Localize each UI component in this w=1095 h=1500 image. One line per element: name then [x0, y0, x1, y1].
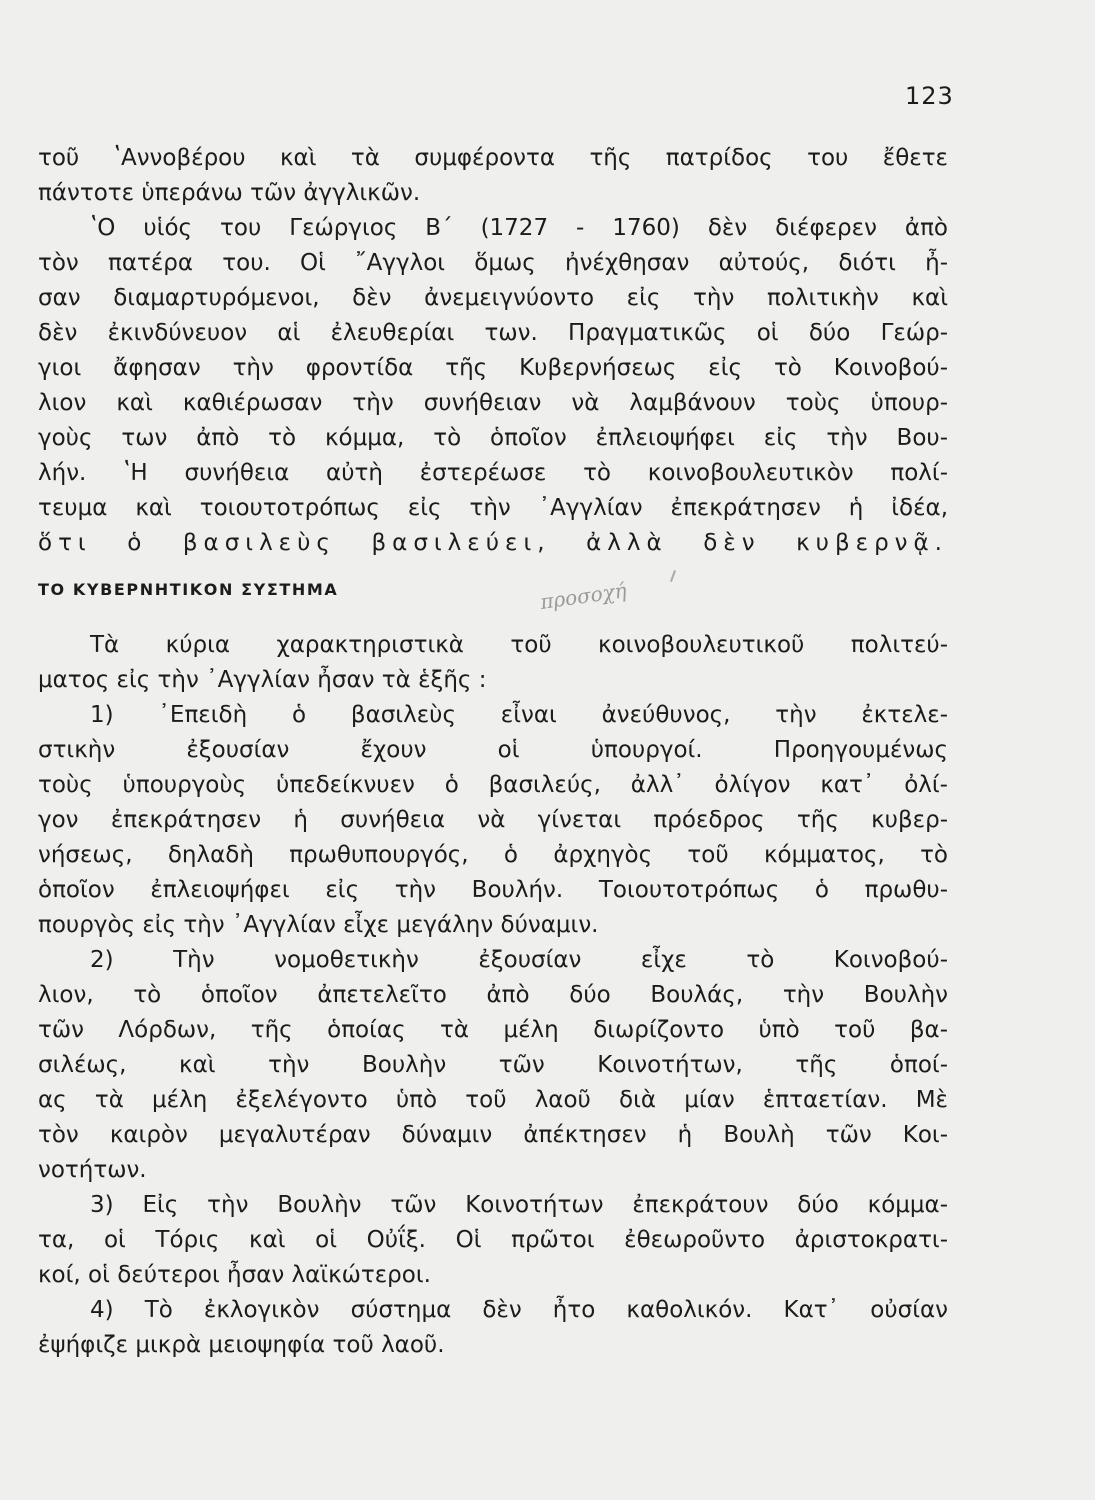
text-line: τὸν καιρὸν μεγαλυτέραν δύναμιν ἀπέκτησεν ἡ Βουλὴ τῶν Κοι-: [38, 1122, 948, 1148]
text-line: ἐψήφιζε μικρὰ μειοψηφία τοῦ λαοῦ.: [38, 1332, 445, 1358]
text-line: 3) Εἰς τὴν Βουλὴν τῶν Κοινοτήτων ἐπεκράτουν δύο κόμμα-: [90, 1192, 948, 1218]
text-line: τὸν πατέρα του. Οἱ ῎Αγγλοι ὅμως ἠνέχθησαν αὐτούς, διότι ἦ-: [38, 250, 948, 276]
text-line: πάντοτε ὑπεράνω τῶν ἀγγλικῶν.: [38, 180, 421, 206]
text-line: σιλέως, καὶ τὴν Βουλὴν τῶν Κοινοτήτων, τῆς ὁποί-: [38, 1052, 948, 1078]
text-line: νοτήτων.: [38, 1157, 147, 1183]
text-line: νήσεως, δηλαδὴ πρωθυπουργός, ὁ ἀρχηγὸς τοῦ κόμματος, τὸ: [38, 842, 948, 868]
text-line: ας τὰ μέλη ἐξελέγοντο ὑπὸ τοῦ λαοῦ διὰ μίαν ἑπταετίαν. Μὲ: [38, 1087, 948, 1113]
text-line: τοὺς ὑπουργοὺς ὑπεδείκνυεν ὁ βασιλεύς, ἀλλ᾿ ὀλίγον κατ᾿ ὀλί-: [38, 772, 948, 798]
page-number: 123: [905, 82, 954, 110]
text-line: Τὰ κύρια χαρακτηριστικὰ τοῦ κοινοβουλευτικοῦ πολιτεύ-: [90, 632, 948, 658]
section-heading: ΤΟ ΚΥΒΕΡΝΗΤΙΚΟΝ ΣΥΣΤΗΜΑ: [38, 580, 339, 599]
text-line: τῶν Λόρδων, τῆς ὁποίας τὰ μέλη διωρίζοντο ὑπὸ τοῦ βα-: [38, 1017, 948, 1043]
text-line: 1) ᾿Επειδὴ ὁ βασιλεὺς εἶναι ἀνεύθυνος, τὴν ἐκτελε-: [90, 702, 948, 728]
text-line: τευμα καὶ τοιουτοτρόπως εἰς τὴν ᾿Αγγλίαν ἐπεκράτησεν ἡ ἰδέα,: [38, 495, 948, 521]
text-line: ʽΟ υἱός του Γεώργιος Β΄ (1727 - 1760) δὲν διέφερεν ἀπὸ: [90, 215, 948, 241]
pencil-mark: [670, 570, 676, 582]
text-line: ματος εἰς τὴν ᾿Αγγλίαν ἦσαν τὰ ἑξῆς :: [38, 667, 487, 693]
text-line: γιοι ἄφησαν τὴν φροντίδα τῆς Κυβερνήσεως εἰς τὸ Κοινοβού-: [38, 355, 948, 381]
text-line: γοὺς των ἀπὸ τὸ κόμμα, τὸ ὁποῖον ἐπλειοψήφει εἰς τὴν Βου-: [38, 425, 948, 451]
paragraph-top: [38, 141, 948, 561]
text-line: δὲν ἐκινδύνευον αἱ ἐλευθερίαι των. Πραγματικῶς οἱ δύο Γεώρ-: [38, 320, 948, 346]
text-line: ὅτι ὁ βασιλεὺς βασιλεύει, ἀλλὰ δὲν κυβερνᾷ.: [38, 530, 948, 556]
text-line: σαν διαμαρτυρόμενοι, δὲν ἀνεμειγνύοντο εἰς τὴν πολιτικὴν καὶ: [38, 285, 948, 311]
text-line: στικὴν ἐξουσίαν ἔχουν οἱ ὑπουργοί. Προηγουμένως: [38, 737, 948, 763]
text-line: ὁποῖον ἐπλειοψήφει εἰς τὴν Βουλήν. Τοιουτοτρόπως ὁ πρωθυ-: [38, 877, 948, 903]
text-line: τα, οἱ Τόρις καὶ οἱ Οὐΐξ. Οἱ πρῶτοι ἐθεωροῦντο ἀριστοκρατι-: [38, 1227, 948, 1253]
handwritten-margin-note: προσοχή: [538, 578, 628, 614]
text-line: τοῦ ʽΑννοβέρου καὶ τὰ συμφέροντα τῆς πατρίδος του ἔθετε: [38, 145, 948, 171]
text-line: λιον, τὸ ὁποῖον ἀπετελεῖτο ἀπὸ δύο Βουλάς, τὴν Βουλὴν: [38, 982, 948, 1008]
text-line: πουργὸς εἰς τὴν ᾿Αγγλίαν εἶχε μεγάλην δύναμιν.: [38, 912, 599, 938]
paragraph-bottom: [38, 628, 948, 1363]
text-line: κοί, οἱ δεύτεροι ἦσαν λαϊκώτεροι.: [38, 1262, 431, 1288]
text-line: 2) Τὴν νομοθετικὴν ἐξουσίαν εἶχε τὸ Κοινοβού-: [90, 947, 948, 973]
text-line: λιον καὶ καθιέρωσαν τὴν συνήθειαν νὰ λαμβάνουν τοὺς ὑπουρ-: [38, 390, 948, 416]
text-line: 4) Τὸ ἐκλογικὸν σύστημα δὲν ἦτο καθολικόν. Κατ᾿ οὐσίαν: [90, 1297, 948, 1323]
text-line: λήν. ʽΗ συνήθεια αὐτὴ ἐστερέωσε τὸ κοινοβουλευτικὸν πολί-: [38, 460, 948, 486]
text-line: γον ἐπεκράτησεν ἡ συνήθεια νὰ γίνεται πρόεδρος τῆς κυβερ-: [38, 807, 948, 833]
